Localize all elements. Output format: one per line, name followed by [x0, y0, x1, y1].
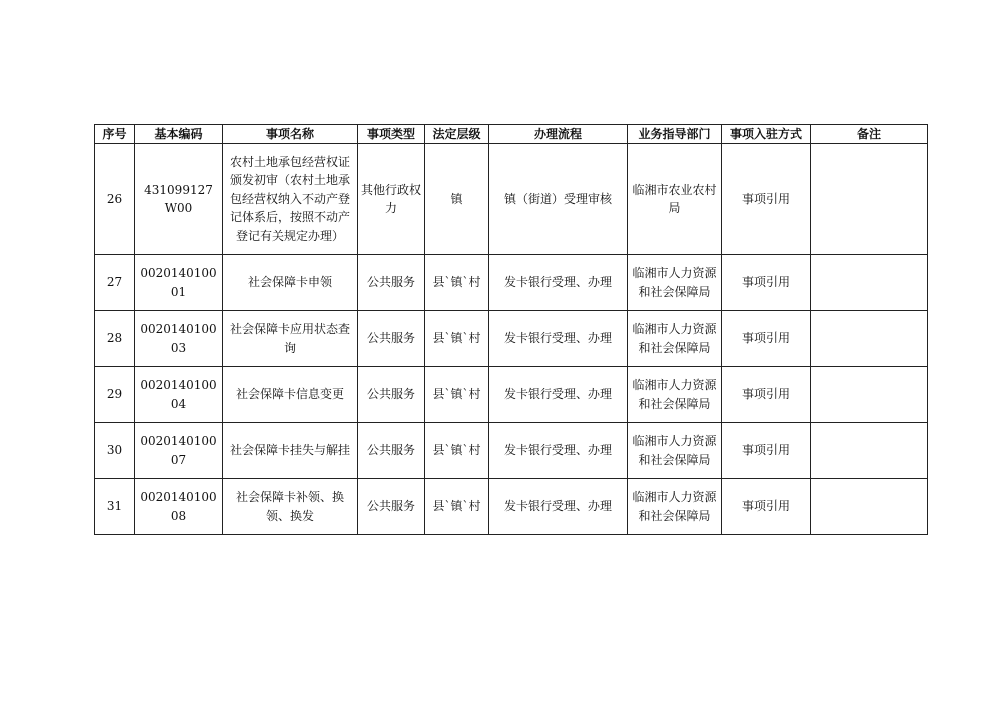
- cell-code: 002014010004: [135, 367, 223, 423]
- cell-mode: 事项引用: [722, 311, 811, 367]
- cell-level: 县`镇`村: [425, 423, 489, 479]
- cell-mode: 事项引用: [722, 255, 811, 311]
- cell-level: 县`镇`村: [425, 311, 489, 367]
- cell-no: 29: [95, 367, 135, 423]
- cell-no: 30: [95, 423, 135, 479]
- cell-dept: 临湘市人力资源和社会保障局: [628, 255, 722, 311]
- cell-level: 县`镇`村: [425, 367, 489, 423]
- cell-dept: 临湘市人力资源和社会保障局: [628, 367, 722, 423]
- table-row: [95, 479, 928, 535]
- header-type: 事项类型: [358, 125, 425, 144]
- cell-name: 社会保障卡应用状态查询: [223, 311, 358, 367]
- cell-dept: 临湘市人力资源和社会保障局: [628, 423, 722, 479]
- cell-code: 002014010003: [135, 311, 223, 367]
- table-row: [95, 311, 928, 367]
- cell-mode: 事项引用: [722, 367, 811, 423]
- cell-process: 发卡银行受理、办理: [489, 311, 628, 367]
- cell-mode: 事项引用: [722, 423, 811, 479]
- cell-type: 其他行政权力: [358, 144, 425, 255]
- cell-remark: [811, 479, 928, 535]
- cell-remark: [811, 255, 928, 311]
- cell-mode: 事项引用: [722, 479, 811, 535]
- cell-mode: 事项引用: [722, 144, 811, 255]
- cell-name: 社会保障卡补领、换领、换发: [223, 479, 358, 535]
- cell-type: 公共服务: [358, 479, 425, 535]
- cell-process: 发卡银行受理、办理: [489, 423, 628, 479]
- cell-name: 农村土地承包经营权证颁发初审（农村土地承包经营权纳入不动产登记体系后，按照不动产登记有关规定办理）: [223, 144, 358, 255]
- table-row: [95, 255, 928, 311]
- header-level: 法定层级: [425, 125, 489, 144]
- cell-no: 28: [95, 311, 135, 367]
- cell-type: 公共服务: [358, 367, 425, 423]
- cell-remark: [811, 144, 928, 255]
- cell-level: 县`镇`村: [425, 479, 489, 535]
- cell-code: 431099127W00: [135, 144, 223, 255]
- cell-remark: [811, 367, 928, 423]
- header-no: 序号: [95, 125, 135, 144]
- cell-process: 发卡银行受理、办理: [489, 367, 628, 423]
- cell-code: 002014010007: [135, 423, 223, 479]
- table-row: [95, 423, 928, 479]
- cell-name: 社会保障卡申领: [223, 255, 358, 311]
- header-name: 事项名称: [223, 125, 358, 144]
- cell-remark: [811, 423, 928, 479]
- table-header-row: [95, 125, 928, 144]
- cell-dept: 临湘市人力资源和社会保障局: [628, 479, 722, 535]
- cell-code: 002014010001: [135, 255, 223, 311]
- cell-code: 002014010008: [135, 479, 223, 535]
- table-row: [95, 367, 928, 423]
- header-remark: 备注: [811, 125, 928, 144]
- cell-name: 社会保障卡挂失与解挂: [223, 423, 358, 479]
- header-mode: 事项入驻方式: [722, 125, 811, 144]
- cell-remark: [811, 311, 928, 367]
- cell-level: 镇: [425, 144, 489, 255]
- cell-name: 社会保障卡信息变更: [223, 367, 358, 423]
- cell-process: 发卡银行受理、办理: [489, 255, 628, 311]
- cell-process: 镇（街道）受理审核: [489, 144, 628, 255]
- cell-dept: 临湘市农业农村局: [628, 144, 722, 255]
- cell-level: 县`镇`村: [425, 255, 489, 311]
- cell-no: 31: [95, 479, 135, 535]
- cell-dept: 临湘市人力资源和社会保障局: [628, 311, 722, 367]
- cell-type: 公共服务: [358, 311, 425, 367]
- cell-no: 26: [95, 144, 135, 255]
- table-row: [95, 144, 928, 255]
- cell-no: 27: [95, 255, 135, 311]
- cell-type: 公共服务: [358, 423, 425, 479]
- service-items-table: [94, 124, 928, 535]
- header-code: 基本编码: [135, 125, 223, 144]
- header-process: 办理流程: [489, 125, 628, 144]
- cell-type: 公共服务: [358, 255, 425, 311]
- header-dept: 业务指导部门: [628, 125, 722, 144]
- cell-process: 发卡银行受理、办理: [489, 479, 628, 535]
